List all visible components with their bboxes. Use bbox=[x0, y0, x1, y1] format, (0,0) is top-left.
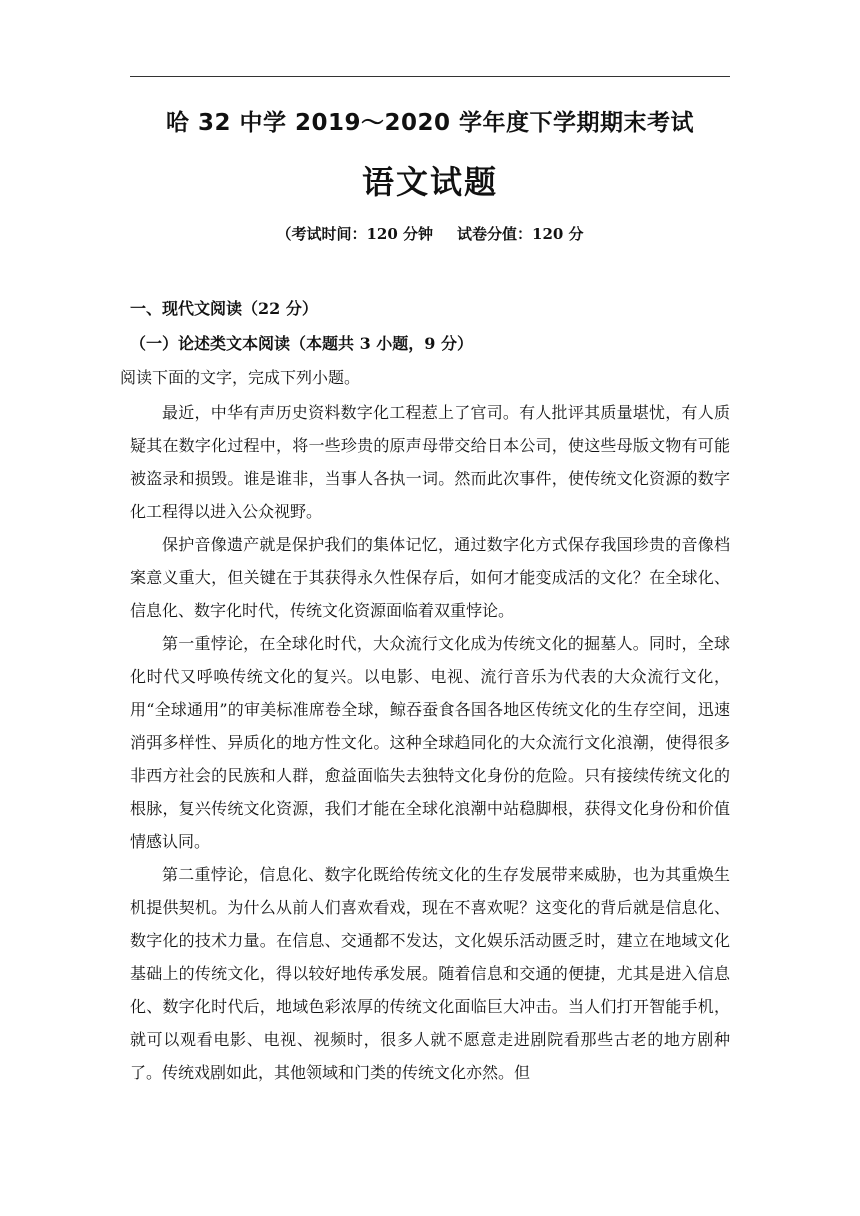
reading-instructions: 阅读下面的文字，完成下列小题。 bbox=[120, 368, 361, 387]
passage-paragraph: 第二重悖论，信息化、数字化既给传统文化的生存发展带来威胁，也为其重焕生机提供契机。为什么从前人们喜欢看戏，现在不喜欢呢？这变化的背后就是信息化、数字化的技术力量。在信息、交通都不发达，文化娱乐活动匮乏时，建立在地域文化基础上的传统文化，得以较好地传承发展。随着信息和交通的便捷，尤其是进入信息化、数字化时代后，地域色彩浓厚的传统文化面临巨大冲击。当人们打开智能手机，就可以观看电影、电视、视频时，很多人就不愿意走进剧院看那些古老的地方剧种了。传统戏剧如此，其他领域和门类的传统文化亦然。但 bbox=[130, 865, 730, 1082]
exam-title: 哈 32 中学 2019～2020 学年度下学期期末考试 bbox=[165, 110, 695, 136]
passage-paragraph: 最近，中华有声历史资料数字化工程惹上了官司。有人批评其质量堪忧，有人质疑其在数字化过程中，将一些珍贵的原声母带交给日本公司，使这些母版文物有可能被盗录和损毁。谁是谁非，当事人各执一词。然而此次事件，使传统文化资源的数字化工程得以进入公众视野。 bbox=[130, 403, 730, 521]
exam-time: （考试时间：120 分钟 bbox=[276, 225, 433, 243]
exam-meta bbox=[130, 223, 730, 244]
passage-paragraph: 保护音像遗产就是保护我们的集体记忆，通过数字化方式保存我国珍贵的音像档案意义重大，但关键在于其获得永久性保存后，如何才能变成活的文化？在全球化、信息化、数字化时代，传统文化资源面临着双重悖论。 bbox=[130, 535, 730, 620]
exam-score: 试卷分值：120 分 bbox=[457, 225, 584, 243]
passage-paragraph: 第一重悖论，在全球化时代，大众流行文化成为传统文化的掘墓人。同时，全球化时代又呼唤传统文化的复兴。以电影、电视、流行音乐为代表的大众流行文化，用“全球通用”的审美标准席卷全球，鲸吞蚕食各国各地区传统文化的生存空间，迅速消弭多样性、异质化的地方性文化。这种全球趋同化的大众流行文化浪潮，使得很多非西方社会的民族和人群，愈益面临失去独特文化身份的危险。只有接续传统文化的根脉，复兴传统文化资源，我们才能在全球化浪潮中站稳脚根，获得文化身份和价值情感认同。 bbox=[130, 634, 730, 851]
sub-section-heading: （一）论述类文本阅读（本题共 3 小题，9 分） bbox=[130, 334, 473, 353]
reading-passage bbox=[130, 396, 730, 1089]
subject-title: 语文试题 bbox=[361, 163, 498, 201]
header-rule bbox=[130, 76, 730, 77]
section-heading: 一、现代文阅读（22 分） bbox=[130, 299, 318, 318]
